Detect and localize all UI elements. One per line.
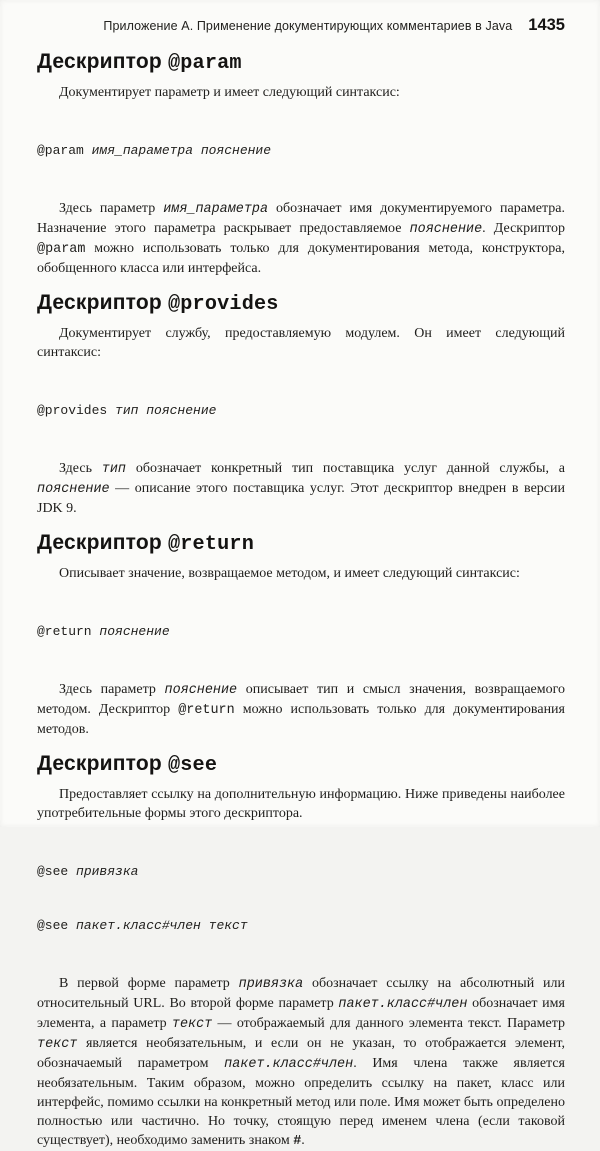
section-descriptor-provides	[37, 290, 565, 518]
intro-paragraph-return: Описывает значение, возвращаемое методом, и имеет следующий синтаксис:	[59, 566, 520, 581]
code-line: @see привязка	[37, 864, 139, 879]
body-paragraph-param: Здесь параметр имя_параметра обозначает имя документируемого параметра. Назначение этого параметра раскрывает предоставляемое пояснение. Дескриптор @param можно использовать только для документирования метода, конструктора, обобщенного класса или интерфейса.	[37, 201, 566, 276]
intro-paragraph-see: Предоставляет ссылку на дополнительную информацию. Ниже приведены наиболее употребительные формы этого дескриптора.	[37, 787, 565, 821]
code-line: @return пояснение	[37, 624, 170, 639]
section-heading-see: Дескриптор @see	[37, 752, 218, 777]
code-line: @provides тип пояснение	[37, 403, 217, 418]
running-header-title: Приложение А. Применение документирующих комментариев в Java	[103, 19, 513, 33]
body-paragraph-provides: Здесь тип обозначает конкретный тип поставщика услуг данной службы, а пояснение — описание этого поставщика услуг. Этот дескриптор внедрен в версии JDK 9.	[37, 461, 566, 516]
intro-paragraph-provides: Документирует службу, предоставляемую модулем. Он имеет следующий синтаксис:	[37, 326, 565, 360]
code-line: @see пакет.класс#член текст	[37, 918, 248, 933]
running-header	[37, 10, 565, 35]
section-heading-return: Дескриптор @return	[37, 531, 255, 556]
body-paragraph-see: В первой форме параметр привязка обозначает ссылку на абсолютный или относительный URL. Во второй форме параметр пакет.класс#член обозначает имя элемента, а параметр текст — отображаемый для данного элемента текст. Параметр текст является необязательным, и если он не указан, то отображается элемент, обозначаемый параметром пакет.класс#член. Имя члена также является необязательным. Таким образом, можно определить ссылку на пакет, класс или интерфейс, помимо ссылки на конкретный метод или поле. Имя может быть определено полностью или частично. Но точку, стоящую перед именем члена (если таковой существует), необходимо заменить знаком #.	[37, 976, 565, 1149]
section-descriptor-see	[37, 751, 565, 1151]
body-paragraph-return: Здесь параметр пояснение описывает тип и смысл значения, возвращаемого методом. Дескриптор @return можно использовать только для документирования методов.	[37, 682, 565, 737]
code-block-provides	[37, 366, 565, 456]
section-heading-provides: Дескриптор @provides	[37, 291, 279, 316]
page-number: 1435	[528, 16, 565, 34]
intro-paragraph-param: Документирует параметр и имеет следующий синтаксис:	[59, 85, 400, 100]
code-block-param	[37, 106, 565, 196]
section-descriptor-param	[37, 49, 565, 278]
section-heading-param: Дескриптор @param	[37, 50, 242, 75]
code-line: @param имя_параметра пояснение	[37, 143, 272, 158]
code-block-see	[37, 827, 565, 971]
code-block-return	[37, 587, 565, 677]
section-descriptor-return	[37, 530, 565, 739]
